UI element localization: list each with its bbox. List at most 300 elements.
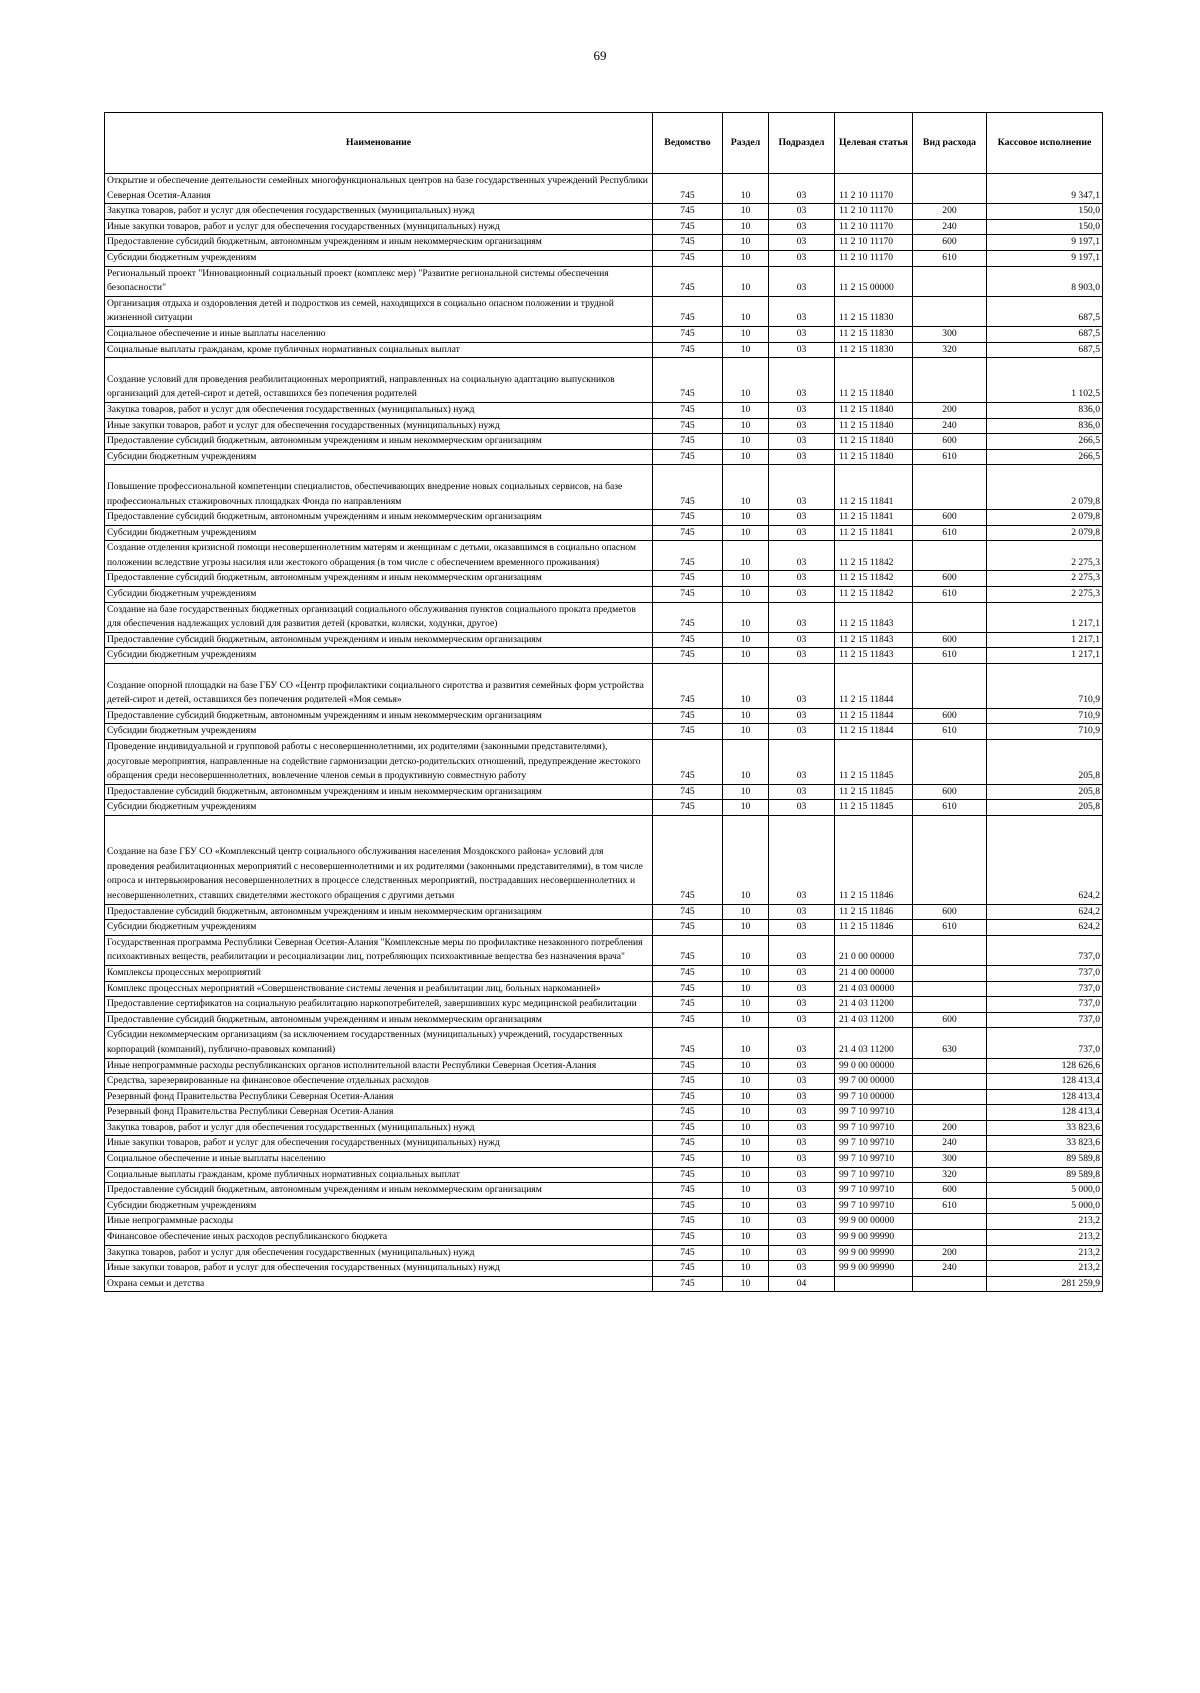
cell-department: 745 — [653, 1183, 723, 1199]
table-row — [105, 235, 1103, 251]
table-row — [105, 935, 1103, 965]
cell-subsection: 03 — [769, 541, 835, 571]
cell-name: Предоставление субсидий бюджетным, автономным учреждениям и иным некоммерческим организациям — [105, 434, 653, 450]
cell-name: Предоставление субсидий бюджетным, автономным учреждениям и иным некоммерческим организациям — [105, 235, 653, 251]
cell-cash-execution: 213,2 — [987, 1230, 1103, 1246]
cell-expense-kind: 600 — [913, 235, 987, 251]
cell-subsection: 03 — [769, 904, 835, 920]
cell-cash-execution: 5 000,0 — [987, 1183, 1103, 1199]
table-row — [105, 250, 1103, 266]
cell-section: 10 — [723, 997, 769, 1013]
cell-department: 745 — [653, 1136, 723, 1152]
cell-expense-kind — [913, 997, 987, 1013]
column-header-subsection: Подраздел — [769, 113, 835, 174]
cell-expense-kind — [913, 740, 987, 785]
table-row — [105, 815, 1103, 904]
table-row — [105, 800, 1103, 816]
cell-department: 745 — [653, 664, 723, 709]
cell-department: 745 — [653, 904, 723, 920]
cell-subsection: 03 — [769, 1230, 835, 1246]
cell-subsection: 03 — [769, 296, 835, 326]
cell-expense-kind: 630 — [913, 1028, 987, 1058]
cell-expense-kind — [913, 664, 987, 709]
cell-section: 10 — [723, 935, 769, 965]
cell-name: Субсидии бюджетным учреждениям — [105, 724, 653, 740]
cell-cash-execution: 737,0 — [987, 981, 1103, 997]
cell-subsection: 03 — [769, 219, 835, 235]
cell-department: 745 — [653, 935, 723, 965]
cell-subsection: 03 — [769, 1183, 835, 1199]
table-row — [105, 1074, 1103, 1090]
cell-cash-execution: 213,2 — [987, 1261, 1103, 1277]
cell-expense-kind: 240 — [913, 1261, 987, 1277]
cell-cash-execution: 266,5 — [987, 434, 1103, 450]
cell-target: 99 0 00 00000 — [835, 1058, 913, 1074]
cell-cash-execution: 687,5 — [987, 326, 1103, 342]
cell-department: 745 — [653, 920, 723, 936]
cell-name: Повышение профессиональной компетенции специалистов, обеспечивающих внедрение новых социальных сервисов, на базе профессиональных стажировочных площадках Фонда по направлениям — [105, 465, 653, 510]
cell-subsection: 03 — [769, 920, 835, 936]
cell-name: Создание на базе ГБУ СО «Комплексный центр социального обслуживания населения Моздокского района» условий для проведения реабилитационных мероприятий с несовершеннолетними и их родителями (законными представителями), в том числе опроса и интервьюирования несовершеннолетних в процессе следственных мероприятий, пострадавших несовершеннолетних и несовершеннолетних, ставших свидетелями жестокого обращения с другими детьми — [105, 815, 653, 904]
table-row — [105, 174, 1103, 204]
cell-target: 11 2 15 11830 — [835, 342, 913, 358]
cell-target: 21 4 03 11200 — [835, 1028, 913, 1058]
cell-subsection: 03 — [769, 1105, 835, 1121]
cell-expense-kind: 300 — [913, 1152, 987, 1168]
cell-section: 10 — [723, 1167, 769, 1183]
cell-name: Проведение индивидуальной и групповой работы с несовершеннолетними, их родителями (законными представителями), досуговые мероприятия, направленные на содействие гармонизации детско-родительских отношений, предупреждение жестокого обращения среди несовершеннолетних, вовлечение членов семьи в продуктивную совместную работу — [105, 740, 653, 785]
cell-expense-kind: 610 — [913, 525, 987, 541]
table-row — [105, 402, 1103, 418]
cell-subsection: 03 — [769, 724, 835, 740]
cell-name: Социальное обеспечение и иные выплаты населению — [105, 326, 653, 342]
cell-section: 10 — [723, 174, 769, 204]
table-row — [105, 997, 1103, 1013]
cell-department: 745 — [653, 525, 723, 541]
cell-cash-execution: 205,8 — [987, 784, 1103, 800]
cell-department: 745 — [653, 740, 723, 785]
cell-expense-kind: 600 — [913, 1183, 987, 1199]
cell-target: 11 2 15 11846 — [835, 920, 913, 936]
cell-target: 21 0 00 00000 — [835, 935, 913, 965]
cell-expense-kind: 320 — [913, 342, 987, 358]
cell-subsection: 03 — [769, 708, 835, 724]
cell-department: 745 — [653, 342, 723, 358]
table-row — [105, 920, 1103, 936]
cell-section: 10 — [723, 815, 769, 904]
table-row — [105, 358, 1103, 403]
cell-expense-kind — [913, 965, 987, 981]
cell-target: 11 2 15 11840 — [835, 434, 913, 450]
cell-department: 745 — [653, 965, 723, 981]
cell-subsection: 03 — [769, 1261, 835, 1277]
column-header-expense-kind: Вид расхода — [913, 113, 987, 174]
cell-subsection: 03 — [769, 326, 835, 342]
cell-cash-execution: 737,0 — [987, 965, 1103, 981]
cell-department: 745 — [653, 1105, 723, 1121]
cell-section: 10 — [723, 434, 769, 450]
cell-section: 10 — [723, 571, 769, 587]
cell-name: Создание условий для проведения реабилитационных мероприятий, направленных на социальную адаптацию выпускников организаций для детей-сирот и детей, оставшихся без попечения родителей — [105, 358, 653, 403]
cell-section: 10 — [723, 1198, 769, 1214]
cell-target: 11 2 15 11845 — [835, 784, 913, 800]
cell-target: 99 7 10 99710 — [835, 1152, 913, 1168]
cell-cash-execution: 687,5 — [987, 342, 1103, 358]
cell-subsection: 03 — [769, 342, 835, 358]
cell-department: 745 — [653, 784, 723, 800]
table-row — [105, 434, 1103, 450]
cell-expense-kind: 300 — [913, 326, 987, 342]
cell-target: 11 2 10 11170 — [835, 235, 913, 251]
cell-name: Резервный фонд Правительства Республики Северная Осетия-Алания — [105, 1105, 653, 1121]
table-row — [105, 266, 1103, 296]
cell-section: 10 — [723, 1120, 769, 1136]
cell-subsection: 03 — [769, 784, 835, 800]
cell-expense-kind: 610 — [913, 449, 987, 465]
cell-target: 11 2 15 11846 — [835, 815, 913, 904]
table-row — [105, 1136, 1103, 1152]
cell-department: 745 — [653, 434, 723, 450]
table-row — [105, 1183, 1103, 1199]
cell-cash-execution: 624,2 — [987, 904, 1103, 920]
cell-cash-execution: 1 217,1 — [987, 648, 1103, 664]
cell-target: 21 4 03 00000 — [835, 981, 913, 997]
table-row — [105, 296, 1103, 326]
cell-department: 745 — [653, 1230, 723, 1246]
cell-name: Субсидии бюджетным учреждениям — [105, 648, 653, 664]
table-row — [105, 648, 1103, 664]
cell-name: Предоставление субсидий бюджетным, автономным учреждениям и иным некоммерческим организациям — [105, 571, 653, 587]
cell-name: Предоставление сертификатов на социальную реабилитацию наркопотребителей, завершивших курс медицинской реабилитации — [105, 997, 653, 1013]
cell-name: Охрана семьи и детства — [105, 1276, 653, 1292]
cell-subsection: 03 — [769, 1245, 835, 1261]
cell-department: 745 — [653, 815, 723, 904]
cell-cash-execution: 624,2 — [987, 815, 1103, 904]
table-row — [105, 326, 1103, 342]
cell-section: 10 — [723, 1152, 769, 1168]
cell-department: 745 — [653, 571, 723, 587]
cell-cash-execution: 128 626,6 — [987, 1058, 1103, 1074]
table-row — [105, 587, 1103, 603]
cell-name: Предоставление субсидий бюджетным, автономным учреждениям и иным некоммерческим организациям — [105, 510, 653, 526]
cell-target: 11 2 15 11841 — [835, 465, 913, 510]
table-row — [105, 708, 1103, 724]
cell-department: 745 — [653, 418, 723, 434]
cell-cash-execution: 836,0 — [987, 402, 1103, 418]
cell-department: 745 — [653, 1198, 723, 1214]
cell-name: Предоставление субсидий бюджетным, автономным учреждениям и иным некоммерческим организациям — [105, 904, 653, 920]
cell-cash-execution: 205,8 — [987, 800, 1103, 816]
cell-target: 11 2 10 11170 — [835, 204, 913, 220]
cell-subsection: 03 — [769, 1058, 835, 1074]
cell-cash-execution: 2 079,8 — [987, 465, 1103, 510]
cell-subsection: 03 — [769, 571, 835, 587]
cell-subsection: 03 — [769, 1198, 835, 1214]
cell-section: 10 — [723, 204, 769, 220]
cell-department: 745 — [653, 465, 723, 510]
cell-cash-execution: 266,5 — [987, 449, 1103, 465]
cell-target: 11 2 15 11840 — [835, 358, 913, 403]
cell-section: 10 — [723, 1058, 769, 1074]
table-row — [105, 1276, 1103, 1292]
cell-subsection: 03 — [769, 1214, 835, 1230]
cell-subsection: 03 — [769, 800, 835, 816]
table-row — [105, 904, 1103, 920]
cell-subsection: 03 — [769, 1089, 835, 1105]
cell-cash-execution: 33 823,6 — [987, 1120, 1103, 1136]
cell-department: 745 — [653, 1167, 723, 1183]
cell-name: Социальное обеспечение и иные выплаты населению — [105, 1152, 653, 1168]
cell-cash-execution: 1 217,1 — [987, 602, 1103, 632]
cell-section: 10 — [723, 965, 769, 981]
cell-name: Создание опорной площадки на базе ГБУ СО «Центр профилактики социального сиротства и развития семейных форм устройства детей-сирот и детей, оставшихся без попечения родителей «Моя семья» — [105, 664, 653, 709]
cell-department: 745 — [653, 1120, 723, 1136]
cell-expense-kind: 600 — [913, 434, 987, 450]
cell-target: 99 7 10 00000 — [835, 1089, 913, 1105]
cell-department: 745 — [653, 358, 723, 403]
cell-target: 11 2 15 11830 — [835, 296, 913, 326]
cell-section: 10 — [723, 1261, 769, 1277]
cell-target: 21 4 03 11200 — [835, 997, 913, 1013]
cell-subsection: 03 — [769, 510, 835, 526]
column-header-target: Целевая статья — [835, 113, 913, 174]
cell-subsection: 03 — [769, 632, 835, 648]
cell-target: 99 9 00 99990 — [835, 1230, 913, 1246]
cell-cash-execution: 89 589,8 — [987, 1152, 1103, 1168]
cell-name: Предоставление субсидий бюджетным, автономным учреждениям и иным некоммерческим организациям — [105, 1183, 653, 1199]
cell-section: 10 — [723, 1276, 769, 1292]
cell-cash-execution: 9 197,1 — [987, 235, 1103, 251]
cell-expense-kind: 600 — [913, 904, 987, 920]
cell-cash-execution: 205,8 — [987, 740, 1103, 785]
cell-expense-kind — [913, 358, 987, 403]
cell-section: 10 — [723, 1028, 769, 1058]
table-row — [105, 449, 1103, 465]
cell-cash-execution: 710,9 — [987, 664, 1103, 709]
cell-target: 11 2 15 11844 — [835, 664, 913, 709]
cell-name: Предоставление субсидий бюджетным, автономным учреждениям и иным некоммерческим организациям — [105, 784, 653, 800]
cell-name: Субсидии бюджетным учреждениям — [105, 800, 653, 816]
cell-name: Социальные выплаты гражданам, кроме публичных нормативных социальных выплат — [105, 342, 653, 358]
table-row — [105, 342, 1103, 358]
cell-subsection: 03 — [769, 648, 835, 664]
cell-expense-kind — [913, 935, 987, 965]
cell-department: 745 — [653, 449, 723, 465]
cell-expense-kind — [913, 1230, 987, 1246]
cell-target: 99 7 10 99710 — [835, 1120, 913, 1136]
cell-section: 10 — [723, 648, 769, 664]
table-row — [105, 219, 1103, 235]
cell-cash-execution: 737,0 — [987, 1028, 1103, 1058]
cell-department: 745 — [653, 800, 723, 816]
cell-target: 11 2 15 11841 — [835, 510, 913, 526]
cell-expense-kind: 610 — [913, 587, 987, 603]
table-row — [105, 1058, 1103, 1074]
cell-section: 10 — [723, 1089, 769, 1105]
cell-section: 10 — [723, 1074, 769, 1090]
budget-execution-table — [104, 112, 1103, 1292]
table-row — [105, 510, 1103, 526]
cell-name: Субсидии бюджетным учреждениям — [105, 250, 653, 266]
cell-subsection: 03 — [769, 740, 835, 785]
cell-department: 745 — [653, 724, 723, 740]
cell-section: 10 — [723, 326, 769, 342]
cell-subsection: 03 — [769, 266, 835, 296]
table-row — [105, 1028, 1103, 1058]
table-row — [105, 1105, 1103, 1121]
cell-cash-execution: 1 217,1 — [987, 632, 1103, 648]
cell-cash-execution: 737,0 — [987, 935, 1103, 965]
cell-target: 99 9 00 00000 — [835, 1214, 913, 1230]
cell-section: 10 — [723, 525, 769, 541]
cell-name: Субсидии бюджетным учреждениям — [105, 525, 653, 541]
cell-cash-execution: 5 000,0 — [987, 1198, 1103, 1214]
cell-target: 11 2 15 11844 — [835, 724, 913, 740]
cell-cash-execution: 128 413,4 — [987, 1105, 1103, 1121]
cell-target: 11 2 15 11842 — [835, 587, 913, 603]
cell-expense-kind: 610 — [913, 1198, 987, 1214]
cell-section: 10 — [723, 418, 769, 434]
cell-expense-kind: 320 — [913, 1167, 987, 1183]
cell-name: Субсидии бюджетным учреждениям — [105, 1198, 653, 1214]
cell-subsection: 03 — [769, 358, 835, 403]
page-number: 69 — [593, 48, 607, 63]
cell-expense-kind — [913, 602, 987, 632]
cell-section: 10 — [723, 740, 769, 785]
cell-expense-kind: 610 — [913, 250, 987, 266]
cell-name: Иные закупки товаров, работ и услуг для обеспечения государственных (муниципальных) нужд — [105, 1136, 653, 1152]
cell-expense-kind: 200 — [913, 204, 987, 220]
cell-cash-execution: 2 079,8 — [987, 510, 1103, 526]
cell-target: 99 7 10 99710 — [835, 1136, 913, 1152]
cell-name: Открытие и обеспечение деятельности семейных многофункциональных центров на базе государственных учреждений Республики Северная Осетия-Алания — [105, 174, 653, 204]
cell-cash-execution: 737,0 — [987, 997, 1103, 1013]
cell-name: Субсидии бюджетным учреждениям — [105, 587, 653, 603]
cell-expense-kind: 600 — [913, 708, 987, 724]
cell-name: Организация отдыха и оздоровления детей и подростков из семей, находящихся в социально опасном положении и трудной жизненной ситуации — [105, 296, 653, 326]
cell-target: 11 2 15 11843 — [835, 602, 913, 632]
cell-target: 11 2 15 11842 — [835, 571, 913, 587]
cell-section: 10 — [723, 235, 769, 251]
cell-name: Иные закупки товаров, работ и услуг для обеспечения государственных (муниципальных) нужд — [105, 219, 653, 235]
cell-expense-kind: 600 — [913, 784, 987, 800]
cell-department: 745 — [653, 1276, 723, 1292]
cell-subsection: 03 — [769, 1152, 835, 1168]
cell-department: 745 — [653, 1152, 723, 1168]
cell-expense-kind — [913, 174, 987, 204]
cell-subsection: 03 — [769, 935, 835, 965]
cell-name: Региональный проект "Инновационный социальный проект (комплекс мер) "Развитие региональной системы обеспечения безопасности" — [105, 266, 653, 296]
cell-department: 745 — [653, 1089, 723, 1105]
cell-expense-kind: 200 — [913, 1120, 987, 1136]
cell-cash-execution: 737,0 — [987, 1012, 1103, 1028]
cell-cash-execution: 9 347,1 — [987, 174, 1103, 204]
table-row — [105, 418, 1103, 434]
cell-department: 745 — [653, 219, 723, 235]
cell-target: 11 2 15 11840 — [835, 402, 913, 418]
cell-cash-execution: 2 275,3 — [987, 587, 1103, 603]
cell-section: 10 — [723, 358, 769, 403]
cell-name: Иные закупки товаров, работ и услуг для обеспечения государственных (муниципальных) нужд — [105, 1261, 653, 1277]
cell-target: 11 2 15 11843 — [835, 632, 913, 648]
cell-target: 99 7 00 00000 — [835, 1074, 913, 1090]
cell-cash-execution: 710,9 — [987, 708, 1103, 724]
cell-expense-kind: 610 — [913, 648, 987, 664]
cell-subsection: 03 — [769, 250, 835, 266]
cell-expense-kind — [913, 1058, 987, 1074]
cell-subsection: 03 — [769, 1074, 835, 1090]
table-row — [105, 1152, 1103, 1168]
table-row — [105, 602, 1103, 632]
cell-section: 10 — [723, 920, 769, 936]
cell-cash-execution: 8 903,0 — [987, 266, 1103, 296]
cell-section: 10 — [723, 1105, 769, 1121]
cell-department: 745 — [653, 1058, 723, 1074]
cell-section: 10 — [723, 449, 769, 465]
cell-cash-execution: 213,2 — [987, 1245, 1103, 1261]
table-row — [105, 1261, 1103, 1277]
cell-expense-kind: 240 — [913, 1136, 987, 1152]
cell-target: 11 2 15 11841 — [835, 525, 913, 541]
cell-department: 745 — [653, 997, 723, 1013]
cell-section: 10 — [723, 904, 769, 920]
cell-department: 745 — [653, 1214, 723, 1230]
cell-department: 745 — [653, 602, 723, 632]
cell-cash-execution: 2 275,3 — [987, 571, 1103, 587]
cell-name: Субсидии некоммерческим организациям (за исключением государственных (муниципальных) учреждений, государственных корпораций (компаний), публично-правовых компаний) — [105, 1028, 653, 1058]
cell-cash-execution: 624,2 — [987, 920, 1103, 936]
cell-expense-kind — [913, 1089, 987, 1105]
cell-target: 11 2 10 11170 — [835, 250, 913, 266]
cell-target: 11 2 15 11844 — [835, 708, 913, 724]
cell-expense-kind — [913, 1276, 987, 1292]
cell-subsection: 03 — [769, 965, 835, 981]
cell-expense-kind — [913, 815, 987, 904]
cell-target: 11 2 10 11170 — [835, 219, 913, 235]
cell-target: 99 7 10 99710 — [835, 1183, 913, 1199]
cell-cash-execution: 9 197,1 — [987, 250, 1103, 266]
cell-target: 11 2 15 11840 — [835, 418, 913, 434]
cell-cash-execution: 213,2 — [987, 1214, 1103, 1230]
cell-name: Создание отделения кризисной помощи несовершеннолетним матерям и женщинам с детьми, оказавшимся в социально опасном положении вследствие угрозы насилия или жестокого обращения (в том числе с обеспечением временного проживания) — [105, 541, 653, 571]
cell-department: 745 — [653, 235, 723, 251]
cell-name: Предоставление субсидий бюджетным, автономным учреждениям и иным некоммерческим организациям — [105, 708, 653, 724]
table-row — [105, 1167, 1103, 1183]
cell-department: 745 — [653, 981, 723, 997]
cell-name: Государственная программа Республики Северная Осетия-Алания "Комплексные меры по профилактике незаконного потребления психоактивных веществ, реабилитации и ресоциализации лиц, потребляющих психоактивные вещества без назначения врача" — [105, 935, 653, 965]
table-row — [105, 965, 1103, 981]
table-row — [105, 664, 1103, 709]
cell-section: 10 — [723, 465, 769, 510]
cell-department: 745 — [653, 296, 723, 326]
cell-expense-kind: 600 — [913, 571, 987, 587]
cell-section: 10 — [723, 1136, 769, 1152]
column-header-cash-execution: Кассовое исполнение — [987, 113, 1103, 174]
cell-name: Закупка товаров, работ и услуг для обеспечения государственных (муниципальных) нужд — [105, 204, 653, 220]
cell-expense-kind: 240 — [913, 219, 987, 235]
cell-subsection: 03 — [769, 1028, 835, 1058]
cell-name: Предоставление субсидий бюджетным, автономным учреждениям и иным некоммерческим организациям — [105, 1012, 653, 1028]
cell-target: 11 2 15 00000 — [835, 266, 913, 296]
cell-name: Закупка товаров, работ и услуг для обеспечения государственных (муниципальных) нужд — [105, 402, 653, 418]
cell-subsection: 03 — [769, 174, 835, 204]
cell-name: Средства, зарезервированные на финансовое обеспечение отдельных расходов — [105, 1074, 653, 1090]
cell-target: 11 2 15 11843 — [835, 648, 913, 664]
cell-target: 99 7 10 99710 — [835, 1105, 913, 1121]
cell-name: Закупка товаров, работ и услуг для обеспечения государственных (муниципальных) нужд — [105, 1120, 653, 1136]
column-header-name: Наименование — [105, 113, 653, 174]
cell-department: 745 — [653, 174, 723, 204]
